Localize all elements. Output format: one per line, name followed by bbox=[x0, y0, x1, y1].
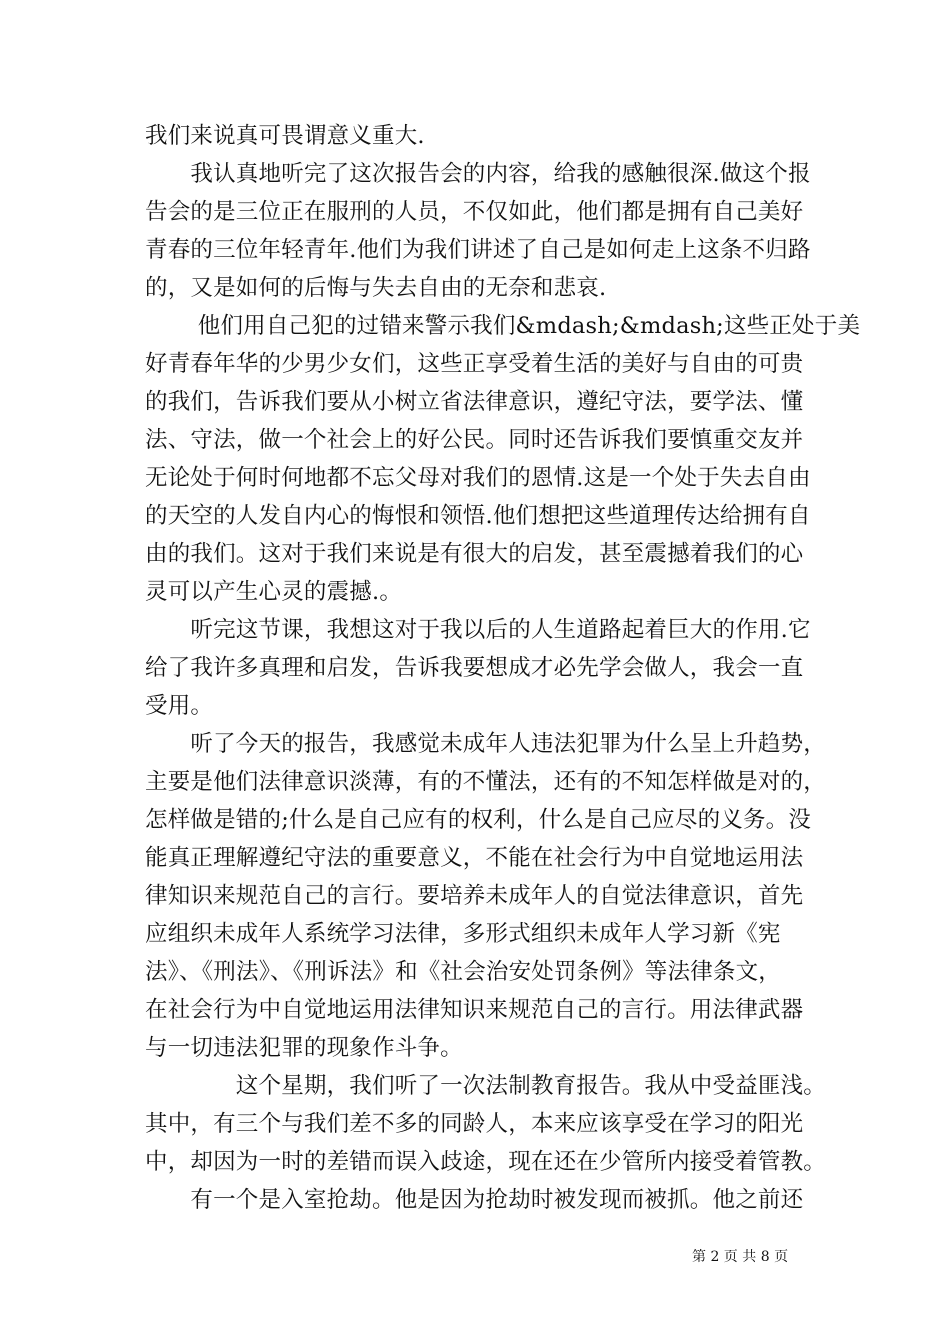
text-line: 的天空的人发自内心的悔恨和领悟.他们想把这些道理传达给拥有自 bbox=[145, 503, 811, 529]
text-line: 的我们，告诉我们要从小树立省法律意识，遵纪守法，要学法、懂 bbox=[145, 389, 804, 415]
text-line: 无论处于何时何地都不忘父母对我们的恩情.这是一个处于失去自由 bbox=[145, 465, 811, 491]
text-line: 我们来说真可畏谓意义重大. bbox=[145, 123, 425, 149]
text-line: 受用。 bbox=[145, 693, 214, 719]
page-number: 第 2 页 共 8 页 bbox=[692, 1249, 789, 1265]
text-line: 由的我们。这对于我们来说是有很大的启发，甚至震撼着我们的心 bbox=[145, 541, 804, 567]
text-line: 灵可以产生心灵的震撼.。 bbox=[145, 579, 403, 605]
text-line: 我认真地听完了这次报告会的内容，给我的感触很深.做这个报 bbox=[145, 161, 811, 187]
text-line: 法、守法，做一个社会上的好公民。同时还告诉我们要慎重交友并 bbox=[145, 427, 804, 453]
text-line: 这个星期，我们听了一次法制教育报告。我从中受益匪浅。 bbox=[145, 1073, 827, 1099]
text-line: 好青春年华的少男少女们，这些正享受着生活的美好与自由的可贵 bbox=[145, 351, 804, 377]
text-line: 青春的三位年轻青年.他们为我们讲述了自己是如何走上这条不归路 bbox=[145, 237, 811, 263]
text-line: 听完这节课，我想这对于我以后的人生道路起着巨大的作用.它 bbox=[145, 617, 811, 643]
text-line: 听了今天的报告，我感觉未成年人违法犯罪为什么呈上升趋势， bbox=[145, 731, 827, 757]
text-line: 应组织未成年人系统学习法律，多形式组织未成年人学习新《宪 bbox=[145, 921, 781, 947]
text-line: 怎样做是错的;什么是自己应有的权利，什么是自己应尽的义务。没 bbox=[145, 807, 812, 833]
text-line: 给了我许多真理和启发，告诉我要想成才必先学会做人，我会一直 bbox=[145, 655, 804, 681]
text-line: 告会的是三位正在服刑的人员，不仅如此，他们都是拥有自己美好 bbox=[145, 199, 804, 225]
text-line: 中，却因为一时的差错而误入歧途，现在还在少管所内接受着管教。 bbox=[145, 1149, 827, 1175]
text-line: 的，又是如何的后悔与失去自由的无奈和悲哀. bbox=[145, 275, 607, 301]
text-line: 法》、《刑法》、《刑诉法》和《社会治安处罚条例》等法律条文， bbox=[145, 959, 782, 985]
text-line: 其中，有三个与我们差不多的同龄人，本来应该享受在学习的阳光 bbox=[145, 1111, 804, 1137]
text-line: 有一个是入室抢劫。他是因为抢劫时被发现而被抓。他之前还 bbox=[145, 1187, 804, 1213]
text-line: 能真正理解遵纪守法的重要意义，不能在社会行为中自觉地运用法 bbox=[145, 845, 804, 871]
text-line: 在社会行为中自觉地运用法律知识来规范自己的言行。用法律武器 bbox=[145, 997, 804, 1023]
text-line: 律知识来规范自己的言行。要培养未成年人的自觉法律意识，首先 bbox=[145, 883, 804, 909]
text-line: 主要是他们法律意识淡薄，有的不懂法，还有的不知怎样做是对的， bbox=[145, 769, 827, 795]
text-line: 与一切违法犯罪的现象作斗争。 bbox=[145, 1035, 463, 1061]
text-line: 他们用自己犯的过错来警示我们&mdash;&mdash;这些正处于美 bbox=[145, 313, 861, 339]
